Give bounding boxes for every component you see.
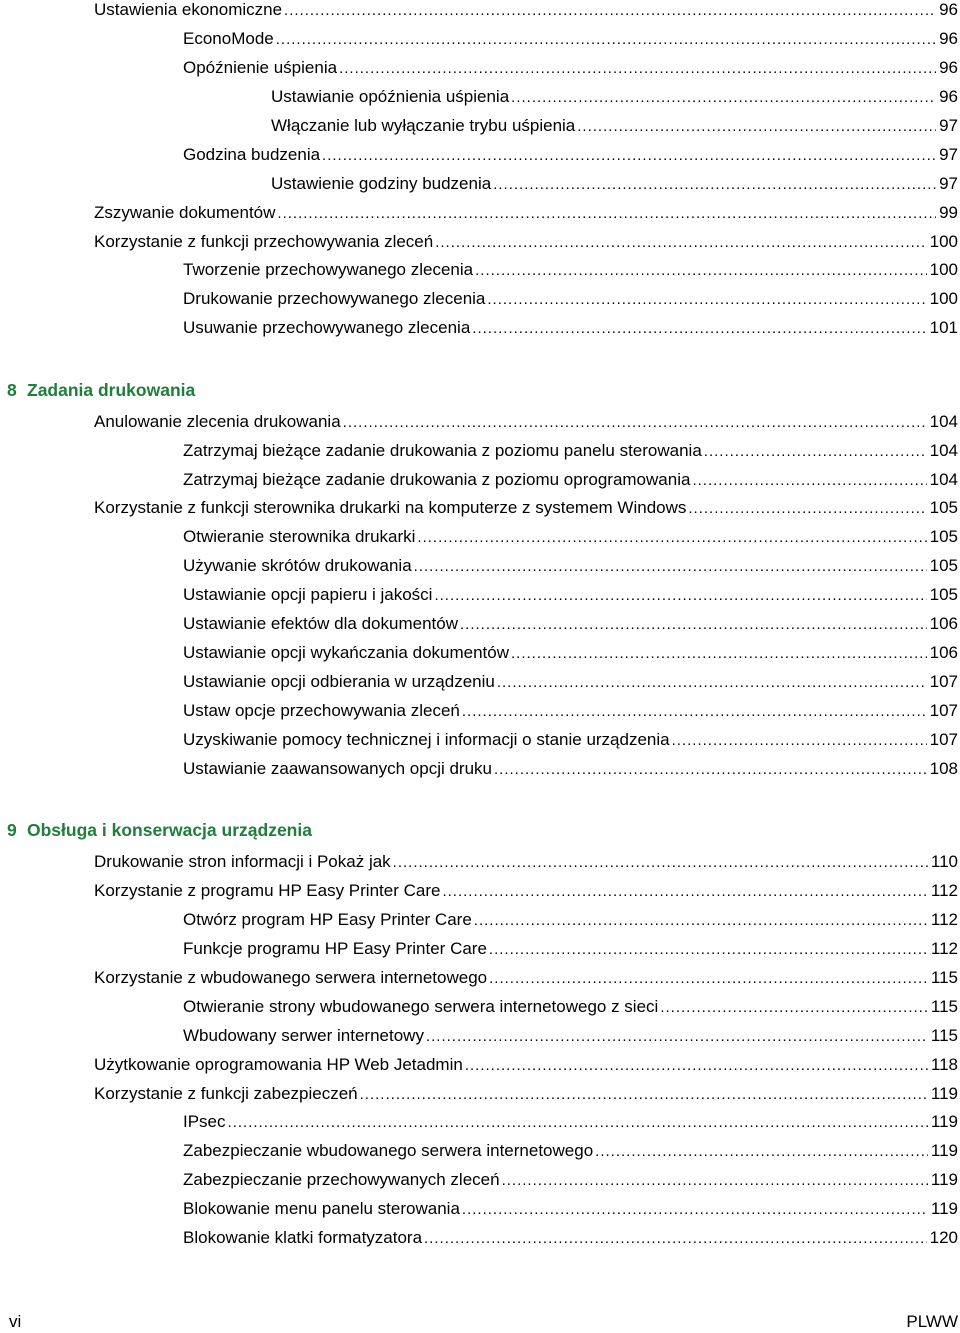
toc-entry[interactable] — [183, 1226, 958, 1250]
dot-leader — [487, 288, 926, 312]
toc-entry[interactable] — [183, 937, 958, 961]
toc-entry-page: 120 — [929, 1228, 958, 1247]
toc-entry[interactable] — [94, 879, 958, 903]
toc-entry[interactable] — [94, 410, 958, 434]
footer-edition: PLWW — [906, 1312, 958, 1331]
toc-entry-page: 97 — [939, 116, 958, 135]
dot-leader — [414, 555, 927, 579]
toc-entry[interactable] — [94, 1053, 958, 1077]
toc-entry[interactable] — [183, 728, 958, 752]
toc-entry-title: EconoMode — [183, 29, 274, 48]
dot-leader — [426, 1025, 928, 1049]
toc-entry-title: Korzystanie z funkcji sterownika drukarki na komputerze z systemem Windows — [94, 498, 687, 517]
toc-entry[interactable] — [183, 143, 958, 167]
toc-entry-page: 112 — [930, 939, 958, 958]
toc-entry[interactable] — [183, 612, 958, 636]
chapter-number: 8 — [7, 380, 17, 400]
toc-entry[interactable] — [183, 1110, 958, 1134]
toc-entry-title: Korzystanie z funkcji przechowywania zleceń — [94, 232, 434, 251]
dot-leader — [434, 584, 926, 608]
toc-entry[interactable] — [94, 230, 958, 254]
toc-entry-page: 96 — [939, 87, 958, 106]
toc-entry-title: Zatrzymaj bieżące zadanie drukowania z poziomu panelu sterowania — [183, 441, 702, 460]
toc-entry[interactable] — [271, 85, 958, 109]
toc-entry-page: 119 — [930, 1141, 958, 1160]
dot-leader — [276, 28, 936, 52]
toc-entry-page: 119 — [930, 1199, 958, 1218]
toc-entry[interactable] — [183, 670, 958, 694]
toc-entry-title: Wbudowany serwer internetowy — [183, 1026, 424, 1045]
toc-entry-title: Użytkowanie oprogramowania HP Web Jetadmin — [94, 1055, 463, 1074]
dot-leader — [502, 1169, 928, 1193]
toc-entry-title: Otwórz program HP Easy Printer Care — [183, 910, 472, 929]
dot-leader — [474, 909, 928, 933]
toc-entry[interactable] — [183, 583, 958, 607]
toc-entry-page: 115 — [930, 968, 958, 987]
toc-entry[interactable] — [94, 1082, 958, 1106]
dot-leader — [393, 851, 928, 875]
toc-entry-title: IPsec — [183, 1112, 226, 1131]
dot-leader — [460, 613, 927, 637]
toc-entry[interactable] — [183, 1168, 958, 1192]
toc-entry[interactable] — [183, 908, 958, 932]
toc-entry-page: 96 — [939, 58, 958, 77]
toc-entry-title: Ustawianie opcji odbierania w urządzeniu — [183, 672, 495, 691]
dot-leader — [339, 57, 936, 81]
toc-entry-title: Ustawianie efektów dla dokumentów — [183, 614, 458, 633]
dot-leader — [343, 411, 927, 435]
toc-entry[interactable] — [94, 496, 958, 520]
toc-entry-page: 107 — [929, 701, 958, 720]
toc-entry-page: 105 — [929, 498, 958, 517]
dot-leader — [493, 173, 936, 197]
toc-entry-title: Blokowanie menu panelu sterowania — [183, 1199, 460, 1218]
toc-entry-page: 100 — [929, 232, 958, 251]
toc-entry-page: 105 — [929, 527, 958, 546]
toc-entry-title: Opóźnienie uśpienia — [183, 58, 338, 77]
toc-entry-title: Godzina budzenia — [183, 145, 321, 164]
chapter-number: 9 — [7, 820, 17, 840]
chapter-heading[interactable] — [7, 817, 312, 843]
toc-entry[interactable] — [183, 641, 958, 665]
toc-entry-title: Włączanie lub wyłączanie trybu uśpienia — [271, 116, 576, 135]
dot-leader — [442, 880, 927, 904]
toc-entry-page: 104 — [929, 441, 958, 460]
toc-entry-title: Funkcje programu HP Easy Printer Care — [183, 939, 487, 958]
toc-entry[interactable] — [183, 27, 958, 51]
dot-leader — [494, 758, 927, 782]
toc-entry-title: Otwieranie sterownika drukarki — [183, 527, 416, 546]
toc-entry-title: Korzystanie z funkcji zabezpieczeń — [94, 1084, 358, 1103]
toc-entry-title: Zabezpieczanie wbudowanego serwera internetowego — [183, 1141, 594, 1160]
dot-leader — [692, 469, 926, 493]
toc-entry-page: 99 — [939, 203, 958, 222]
toc-entry-title: Drukowanie stron informacji i Pokaż jak — [94, 852, 391, 871]
toc-entry-page: 119 — [930, 1112, 958, 1131]
dot-leader — [277, 202, 936, 226]
toc-entry-page: 105 — [929, 556, 958, 575]
toc-entry[interactable] — [183, 525, 958, 549]
toc-entry-page: 101 — [929, 318, 958, 337]
dot-leader — [472, 317, 926, 341]
dot-leader — [475, 259, 927, 283]
toc-entry-title: Drukowanie przechowywanego zlecenia — [183, 289, 486, 308]
toc-entry-title: Ustawianie zaawansowanych opcji druku — [183, 759, 492, 778]
toc-entry-title: Uzyskiwanie pomocy technicznej i informacji o stanie urządzenia — [183, 730, 670, 749]
toc-entry-page: 96 — [939, 0, 958, 19]
toc-entry[interactable] — [94, 850, 958, 874]
toc-entry[interactable] — [183, 316, 958, 340]
toc-entry-title: Zatrzymaj bieżące zadanie drukowania z poziomu oprogramowania — [183, 470, 691, 489]
dot-leader — [688, 497, 926, 521]
toc-entry[interactable] — [271, 114, 958, 138]
dot-leader — [465, 1054, 928, 1078]
toc-entry[interactable] — [183, 56, 958, 80]
toc-entry-page: 105 — [929, 585, 958, 604]
toc-entry[interactable] — [183, 1197, 958, 1221]
dot-leader — [511, 642, 927, 666]
footer-page-number: vi — [9, 1312, 22, 1331]
toc-entry-title: Korzystanie z programu HP Easy Printer Care — [94, 881, 441, 900]
dot-leader — [660, 996, 928, 1020]
toc-entry[interactable] — [183, 995, 958, 1019]
toc-entry[interactable] — [183, 258, 958, 282]
toc-entry[interactable] — [271, 172, 958, 196]
chapter-title: Obsługa i konserwacja urządzenia — [27, 820, 312, 840]
toc-entry[interactable] — [183, 757, 958, 781]
toc-entry-page: 107 — [929, 672, 958, 691]
toc-entry-page: 118 — [930, 1055, 958, 1074]
dot-leader — [284, 0, 936, 23]
dot-leader — [497, 671, 927, 695]
dot-leader — [462, 700, 927, 724]
dot-leader — [322, 144, 936, 168]
dot-leader — [489, 938, 928, 962]
toc-entry-title: Tworzenie przechowywanego zlecenia — [183, 260, 474, 279]
toc-entry-page: 100 — [929, 289, 958, 308]
toc-entry[interactable] — [94, 0, 958, 22]
toc-entry[interactable] — [94, 966, 958, 990]
toc-entry-title: Zabezpieczanie przechowywanych zleceń — [183, 1170, 500, 1189]
toc-entry[interactable] — [183, 468, 958, 492]
toc-entry[interactable] — [94, 201, 958, 225]
toc-entry-title: Ustawianie opcji papieru i jakości — [183, 585, 433, 604]
toc-entry-title: Ustaw opcje przechowywania zleceń — [183, 701, 460, 720]
toc-entry-page: 115 — [930, 1026, 958, 1045]
toc-entry-title: Ustawianie opcji wykańczania dokumentów — [183, 643, 509, 662]
toc-entry-page: 104 — [929, 412, 958, 431]
toc-entry-page: 108 — [929, 759, 958, 778]
toc-entry-page: 119 — [930, 1084, 958, 1103]
toc-entry-page: 107 — [929, 730, 958, 749]
toc-entry-page: 100 — [929, 260, 958, 279]
toc-entry-page: 112 — [930, 881, 958, 900]
dot-leader — [417, 526, 926, 550]
toc-entry[interactable] — [183, 287, 958, 311]
chapter-heading[interactable] — [7, 377, 195, 403]
dot-leader — [489, 967, 928, 991]
toc-entry-page: 97 — [939, 174, 958, 193]
toc-entry-page: 104 — [929, 470, 958, 489]
toc-entry-title: Anulowanie zlecenia drukowania — [94, 412, 341, 431]
toc-entry-title: Korzystanie z wbudowanego serwera internetowego — [94, 968, 488, 987]
toc-entry-title: Usuwanie przechowywanego zlecenia — [183, 318, 471, 337]
chapter-title: Zadania drukowania — [27, 380, 196, 400]
dot-leader — [462, 1198, 928, 1222]
dot-leader — [424, 1227, 927, 1251]
dot-leader — [704, 440, 927, 464]
dot-leader — [435, 231, 926, 255]
toc-entry-page: 96 — [939, 29, 958, 48]
toc-entry-page: 110 — [930, 852, 958, 871]
dot-leader — [672, 729, 927, 753]
toc-entry-title: Otwieranie strony wbudowanego serwera internetowego z sieci — [183, 997, 659, 1016]
toc-entry-title: Ustawienia ekonomiczne — [94, 0, 283, 19]
toc-entry-page: 119 — [930, 1170, 958, 1189]
toc-entry-title: Ustawianie opóźnienia uśpienia — [271, 87, 510, 106]
toc-entry[interactable] — [183, 439, 958, 463]
toc-entry-page: 115 — [930, 997, 958, 1016]
toc-entry[interactable] — [183, 699, 958, 723]
toc-entry[interactable] — [183, 1139, 958, 1163]
toc-entry-page: 106 — [929, 643, 958, 662]
toc-entry-page: 97 — [939, 145, 958, 164]
toc-entry[interactable] — [183, 1024, 958, 1048]
dot-leader — [511, 86, 936, 110]
toc-entry-title: Zszywanie dokumentów — [94, 203, 276, 222]
dot-leader — [595, 1140, 928, 1164]
toc-entry-page: 106 — [929, 614, 958, 633]
toc-entry-title: Używanie skrótów drukowania — [183, 556, 412, 575]
toc-entry-title: Ustawienie godziny budzenia — [271, 174, 492, 193]
toc-entry[interactable] — [183, 554, 958, 578]
dot-leader — [360, 1083, 928, 1107]
dot-leader — [577, 115, 936, 139]
toc-entry-title: Blokowanie klatki formatyzatora — [183, 1228, 423, 1247]
toc-entry-page: 112 — [930, 910, 958, 929]
dot-leader — [228, 1111, 928, 1135]
